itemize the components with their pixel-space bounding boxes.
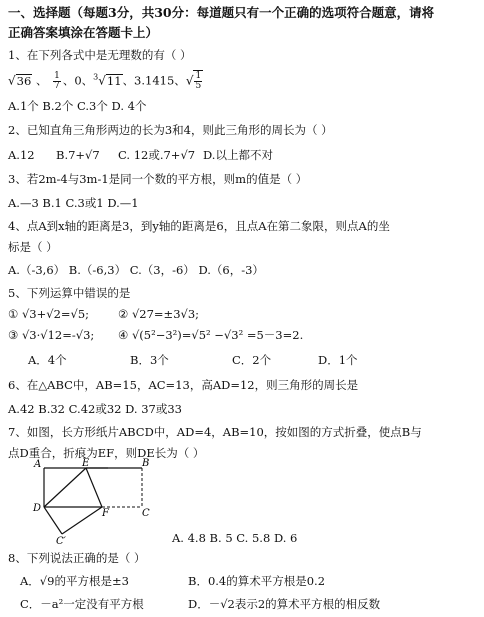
q1-expressions: √36 、 $\frac{1}{7}$ 、0、$^3$√11、3.1415、√ $\frac{1}{5}$ (8, 71, 202, 91)
q2-option-b: B.7+√7 (56, 148, 100, 162)
q4-stem-cont: 标是（ ） (8, 240, 58, 254)
q3-stem: 3、若2m-4与3m-1是同一个数的平方根，则m的值是（ ） (8, 172, 308, 186)
q1-sqrt-one-fifth: $\frac{1}{5}$ (195, 71, 202, 91)
q1-sep1: 、 (35, 73, 48, 88)
q1-cbrt11: 11 (106, 73, 122, 88)
q5-stem: 5、下列运算中错误的是 (8, 286, 131, 300)
q1-pi: 、3.1415、 (122, 73, 186, 88)
q5-expr-1: ① √3+√2=√5; (8, 307, 90, 321)
label-A: A (34, 459, 42, 470)
q2-option-d: D.以上都不对 (203, 148, 273, 162)
q5-expr-2: ② √27=±3√3; (118, 307, 200, 321)
q4-stem: 4、点A到x轴的距离是3，到y轴的距离是6，且点A在第二象限，则点A的坐 (8, 219, 390, 233)
segment-DCp (44, 507, 62, 534)
label-C-prime: C′ (56, 536, 66, 544)
q8-stem: 8、下列说法正确的是（ ） (8, 551, 146, 565)
q8-option-a: A．√9的平方根是±3 (20, 574, 129, 588)
segment-CpF (62, 507, 102, 534)
label-C: C (142, 508, 150, 519)
label-B: B (142, 458, 150, 469)
label-D: D (33, 503, 42, 514)
section-title-line1: 一、选择题（每题3分，共30分：每道题只有一个正确的选项符合题意，请将 (8, 5, 435, 20)
q7-options: A. 4.8 B. 5 C. 5.8 D. 6 (172, 531, 298, 545)
q6-options: A.42 B.32 C.42或32 D. 37或33 (8, 402, 182, 416)
q8-option-d: D．－√2表示2的算术平方根的相反数 (188, 597, 381, 611)
q8-option-b: B．0.4的算术平方根是0.2 (188, 574, 326, 588)
q1-options: A.1个 B.2个 C.3个 D. 4个 (8, 99, 147, 113)
q2-option-a: A.12 (8, 148, 35, 162)
q1-zero: 、0、 (62, 73, 94, 88)
q7-stem-cont: 点D重合，折痕为EF，则DE长为（ ） (8, 446, 205, 460)
label-F: F (102, 508, 109, 519)
segment-DE (44, 468, 86, 507)
q5-option-b: B．3个 (130, 353, 169, 367)
label-E: E (82, 458, 90, 469)
q8-option-c: C．－a²一定没有平方根 (20, 597, 144, 611)
q5-option-c: C．2个 (232, 353, 272, 367)
q3-options: A.—3 B.1 C.3或1 D.—1 (8, 196, 139, 210)
q7-stem: 7、如图，长方形纸片ABCD中，AD=4，AB=10，按如图的方式折叠，使点B与 (8, 425, 422, 439)
fold-EF (86, 468, 102, 507)
q4-options: A.（-3,6） B.（-6,3） C.（3，-6） D.（6，-3） (8, 263, 264, 277)
q1-fraction-one-seventh: $\frac{1}{7}$ (54, 71, 60, 91)
q1-cbrt-index: 3 (93, 72, 99, 82)
q2-stem: 2、已知直角三角形两边的长为3和4，则此三角形的周长为（ ） (8, 123, 333, 137)
q7-fold-diagram (30, 458, 160, 544)
q2-option-c: C. 12或.7+√7 (118, 148, 196, 162)
q1-sqrt36: 36 (16, 73, 32, 88)
q5-expr-4: ④ √(5²−3²)=√5² −√3² =5－3=2. (118, 328, 304, 342)
q5-option-a: A．4个 (28, 353, 67, 367)
section-title-line2: 正确答案填涂在答题卡上） (8, 25, 159, 40)
q6-stem: 6、在△ABC中，AB=15，AC=13，高AD=12，则三角形的周长是 (8, 378, 359, 392)
q5-option-d: D．1个 (318, 353, 358, 367)
q1-stem: 1、在下列各式中是无理数的有（ ） (8, 48, 192, 62)
q5-expr-3: ③ √3·√12=-√3; (8, 328, 95, 342)
